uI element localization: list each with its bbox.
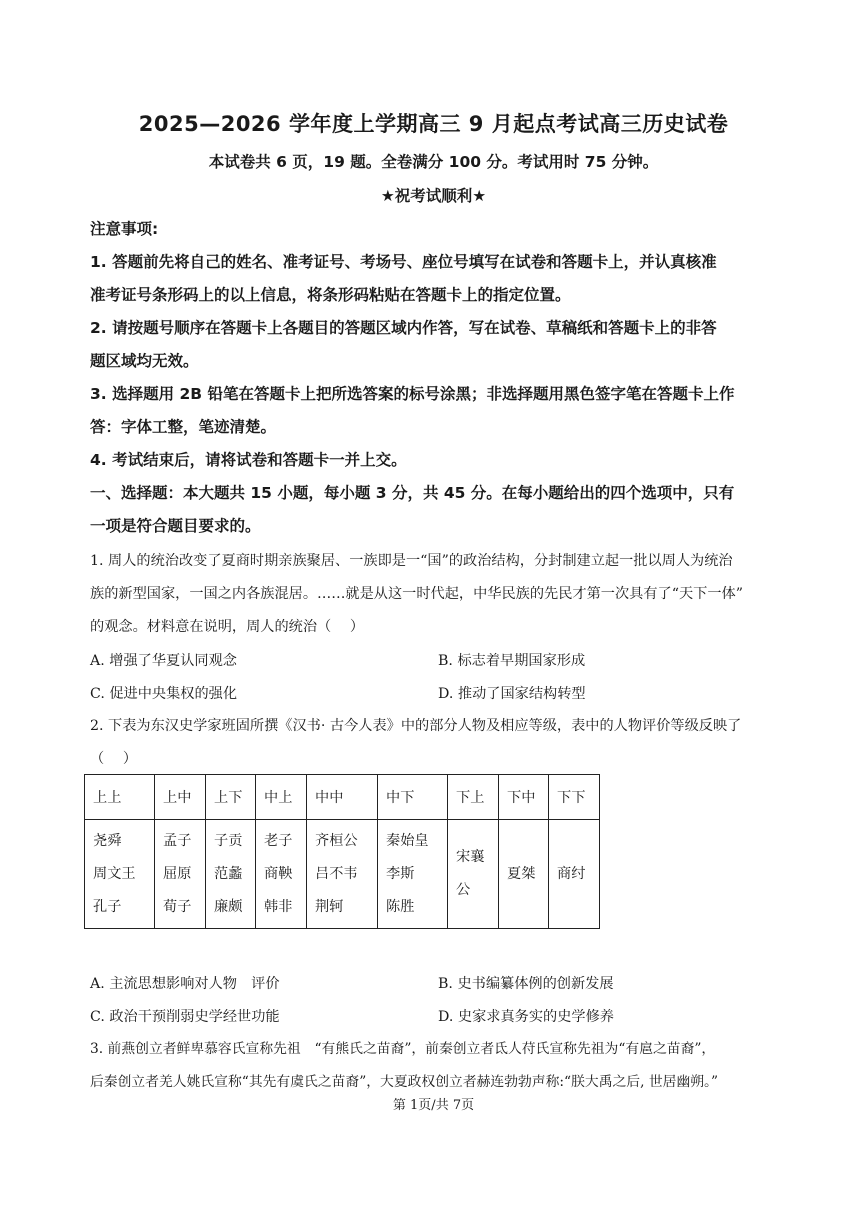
person-name: 宋襄 <box>456 849 485 865</box>
table-cell <box>206 820 256 929</box>
table-header-cell: 上中 <box>155 775 206 820</box>
table-cell <box>499 820 549 929</box>
question-line: （ ） <box>90 751 138 767</box>
question-1-stem <box>90 545 790 644</box>
table-cell <box>549 820 600 929</box>
person-name: 秦始皇 <box>386 832 429 849</box>
question-line: 后秦创立者羌人姚氏宣称“其先有虞氏之苗裔”，大夏政权创立者赫连勃勃声称:“朕大禹之后, 世居幽朔。” <box>90 1074 718 1090</box>
table-header-cell: 下中 <box>499 775 549 820</box>
person-name: 韩非 <box>264 898 293 915</box>
table-cell <box>85 820 155 929</box>
table-header-cell: 中上 <box>256 775 307 820</box>
person-name: 屈原 <box>163 865 192 882</box>
person-name: 范蠡 <box>214 865 243 882</box>
person-name: 子贡 <box>214 832 243 849</box>
person-name: 李斯 <box>386 865 415 882</box>
q2-option-c[interactable]: C. 政治干预削弱史学经世功能 <box>90 1009 280 1025</box>
table-header-cell: 下下 <box>549 775 600 820</box>
table-cell <box>448 820 499 929</box>
person-name: 荀子 <box>163 898 192 915</box>
table-cell <box>378 820 448 929</box>
good-luck-line: ★祝考试顺利★ <box>380 187 487 205</box>
person-name: 夏桀 <box>507 865 536 882</box>
table-header-cell: 中下 <box>378 775 448 820</box>
person-name: 吕不韦 <box>315 865 358 882</box>
person-name: 廉颇 <box>214 898 243 915</box>
person-name: 公 <box>456 882 471 898</box>
ranking-table <box>84 774 600 929</box>
person-name: 商纣 <box>557 865 586 882</box>
notice-line: 2. 请按题号顺序在答题卡上各题目的答题区域内作答，写在试卷、草稿纸和答题卡上的非答 <box>90 319 717 337</box>
notice-line: 1. 答题前先将自己的姓名、准考证号、考场号、座位号填写在试卷和答题卡上，并认真核准 <box>90 253 717 271</box>
table-header-cell: 下上 <box>448 775 499 820</box>
notice-line: 答：字体工整，笔迹清楚。 <box>90 418 277 436</box>
page-footer: 第 1页/共 7页 <box>392 1098 475 1113</box>
question-line: 1. 周人的统治改变了夏商时期亲族聚居、一族即是一“国”的政治结构，分封制建立起一批以周人为统治 <box>90 553 733 569</box>
section-heading-line: 一项是符合题目要求的。 <box>90 517 261 535</box>
person-name: 陈胜 <box>386 898 415 915</box>
q1-option-c[interactable]: C. 促进中央集权的强化 <box>90 686 238 702</box>
notice-line: 题区域均无效。 <box>90 352 199 370</box>
q2-option-d[interactable]: D. 史家求真务实的史学修养 <box>438 1009 614 1025</box>
table-cell <box>155 820 206 929</box>
section-heading-line: 一、选择题：本大题共 15 小题，每小题 3 分，共 45 分。在每小题给出的四个选项中，只有 <box>90 484 735 502</box>
person-name: 齐桓公 <box>315 832 358 849</box>
table-cell <box>256 820 307 929</box>
person-name: 孟子 <box>163 832 192 849</box>
question-line: 的观念。材料意在说明，周人的统治（ ） <box>90 619 365 635</box>
q2-option-b[interactable]: B. 史书编纂体例的创新发展 <box>438 976 614 992</box>
question-line: 3. 前燕创立者鲜卑慕容氏宣称先祖 “有熊氏之苗裔”，前秦创立者氐人苻氏宣称先祖为“有扈之苗裔”， <box>90 1041 716 1057</box>
question-line: 2. 下表为东汉史学家班固所撰《汉书· 古今人表》中的部分人物及相应等级，表中的人物评价等级反映了 <box>90 718 742 734</box>
notice-heading: 注意事项: <box>90 220 159 238</box>
q1-option-b[interactable]: B. 标志着早期国家形成 <box>438 653 586 669</box>
notice-line: 4. 考试结束后，请将试卷和答题卡一并上交。 <box>90 451 407 469</box>
table-header-row <box>85 775 600 820</box>
table-header-cell: 上上 <box>85 775 155 820</box>
exam-title: 2025—2026 学年度上学期高三 9 月起点考试高三历史试卷 <box>138 112 729 136</box>
person-name: 荆轲 <box>315 898 344 915</box>
exam-subtitle: 本试卷共 6 页，19 题。全卷满分 100 分。考试用时 75 分钟。 <box>208 153 659 171</box>
question-2-stem <box>90 710 790 776</box>
person-name: 孔子 <box>93 898 122 915</box>
question-line: 族的新型国家，一国之内各族混居。……就是从这一时代起，中华民族的先民才第一次具有了“天下一体” <box>90 586 743 602</box>
q2-option-a[interactable]: A. 主流思想影响对人物 评价 <box>90 976 280 992</box>
table-header-cell: 上下 <box>206 775 256 820</box>
person-name: 商鞅 <box>264 865 293 882</box>
notice-line: 准考证号条形码上的以上信息，将条形码粘贴在答题卡上的指定位置。 <box>90 286 571 304</box>
person-name: 周文王 <box>93 865 136 882</box>
table-cell <box>307 820 378 929</box>
person-name: 老子 <box>264 832 293 849</box>
table-header-cell: 中中 <box>307 775 378 820</box>
person-name: 尧舜 <box>93 832 122 849</box>
q1-option-d[interactable]: D. 推动了国家结构转型 <box>438 686 586 702</box>
notice-section <box>90 213 790 543</box>
question-3-stem <box>90 1033 790 1099</box>
table-row <box>85 820 600 929</box>
q1-option-a[interactable]: A. 增强了华夏认同观念 <box>90 653 237 669</box>
notice-line: 3. 选择题用 2B 铅笔在答题卡上把所选答案的标号涂黑；非选择题用黑色签字笔在答题卡上作 <box>90 385 735 403</box>
